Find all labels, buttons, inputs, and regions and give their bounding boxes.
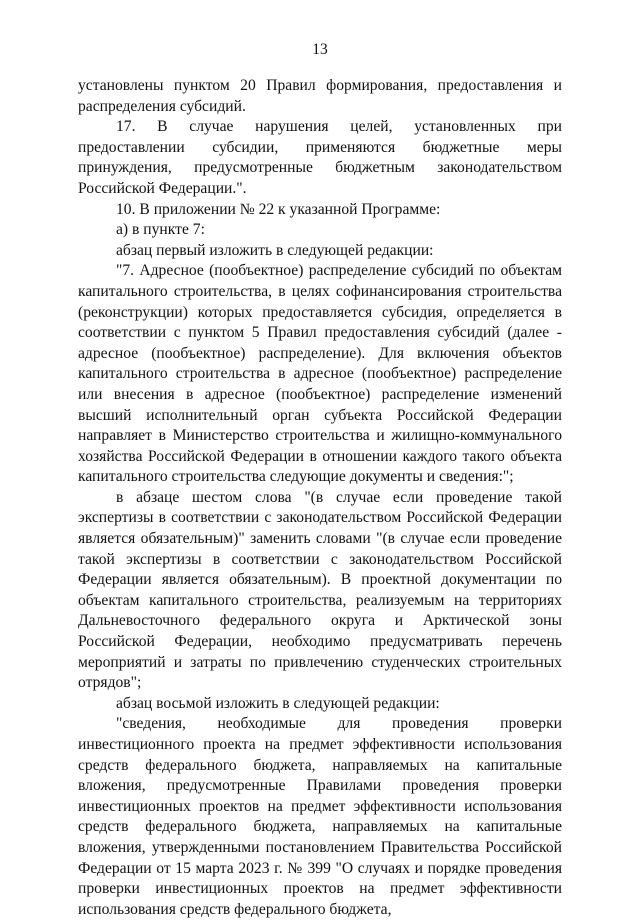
paragraph-3: 10. В приложении № 22 к указанной Программе:	[116, 200, 441, 218]
paragraph-5: абзац первый изложить в следующей редакции:	[116, 241, 434, 259]
paragraph-2: 17. В случае нарушения целей, установленных при предоставлении субсидии, применяются бюджетные меры принуждения, предусмотренные бюджетным законодательством Российской Федерации.".	[78, 118, 562, 197]
paragraph-1: установлены пунктом 20 Правил формирования, предоставления и распределения субсидий.	[78, 77, 562, 115]
paragraph-9: "сведения, необходимые для проведения проверки инвестиционного проекта на предмет эффективности использования средств федерального бюджета, направляемых на капитальные вложения, предусмотренные Правилами проведения проверки инвестиционных проектов на предмет эффективности использования средств федерального бюджета, направляемых на капитальные вложения, утвержденными постановлением Правительства Российской Федерации от 15 марта 2023 г. № 399 "О случаях и порядке проведения проверки инвестиционных проектов на предмет эффективности использования средств федерального бюджета,	[78, 715, 562, 918]
page-number: 13	[312, 41, 328, 58]
document-body	[78, 76, 562, 920]
paragraph-8: абзац восьмой изложить в следующей редакции:	[116, 694, 440, 712]
paragraph-6: "7. Адресное (пообъектное) распределение субсидий по объектам капитального строительства, в целях софинансирования строительства (реконструкции) которых предоставляется субсидия, определяется в соответствии с пунктом 5 Правил предоставления субсидий (далее - адресное (пообъектное) распределение). Для включения объектов капитального строительства в адресное (пообъектное) распределение или внесения в адресное (пообъектное) распределение изменений высший исполнительный орган субъекта Российской Федерации направляет в Министерство строительства и жилищно-коммунального хозяйства Российской Федерации в отношении каждого такого объекта капитального строительства следующие документы и сведения:";	[78, 262, 562, 486]
paragraph-4: а) в пункте 7:	[116, 221, 205, 239]
paragraph-7: в абзаце шестом слова "(в случае если проведение такой экспертизы в соответствии с законодательством Российской Федерации является обязательным)" заменить словами "(в случае если проведение такой экспертизы в соответствии с законодательством Российской Федерации является обязательным). В проектной документации по объектам капитального строительства, реализуемым на территориях Дальневосточного федерального округа и Арктической зоны Российской Федерации, необходимо предусматривать перечень мероприятий и затраты по привлечению студенческих строительных отрядов";	[78, 488, 562, 692]
